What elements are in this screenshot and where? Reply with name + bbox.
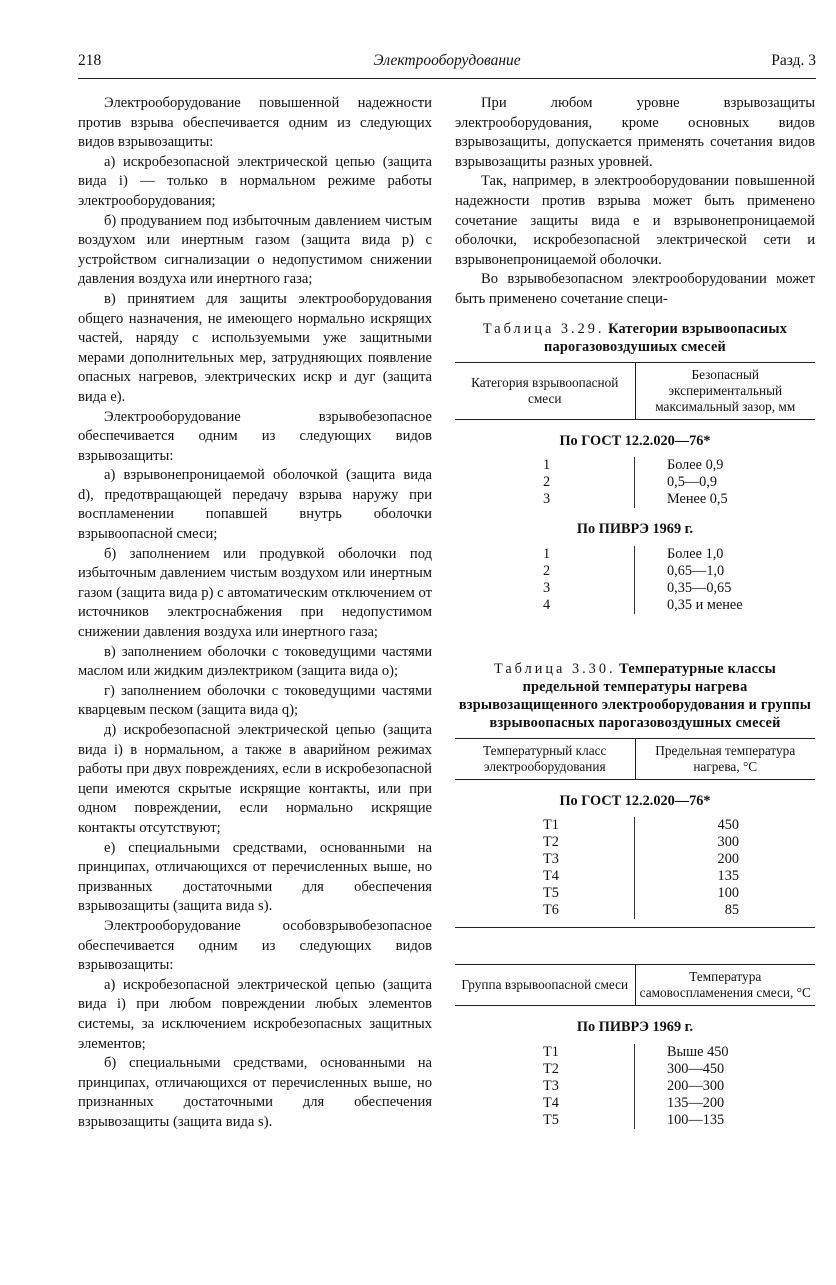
paragraph: е) специальными средствами, основанными на принципах, отличающихся от перечисленных выше, но призванных достаточными для обеспечения взрывозащиты (защита вида s). <box>78 839 432 915</box>
paragraph: в) заполнением оболочки с токоведущими частями маслом или жидким диэлектриком (защита вида о); <box>78 643 432 680</box>
cell: 4 <box>455 597 635 614</box>
column-header: Температурный класс электрооборудования <box>455 738 635 779</box>
group-heading: По ГОСТ 12.2.020—76* <box>559 792 711 809</box>
cell: 3 <box>455 491 635 508</box>
cell: 2 <box>455 474 635 491</box>
paragraph: б) специальными средствами, основанными на принципах, отличающихся от перечисленных выше, но признанных достаточными для обеспечения взрывозащиты (защита вида s). <box>78 1055 432 1130</box>
cell: 100 <box>717 885 739 902</box>
cell: 2 <box>455 563 635 580</box>
table-title: Категории взрывоопасиых парогазовоздушиых смесей <box>544 320 788 355</box>
cell: T6 <box>455 902 635 919</box>
cell: Выше 450 <box>667 1043 729 1060</box>
paragraph: а) искробезопасной электрической цепью (защита вида i) при любом повреждении любых элементов системы, за исключением искробезопасных защитных элементов; <box>78 976 432 1052</box>
table-title: Температурные классы предельной температуры нагрева взрывозащищенного электрооборудования и группы взрывоопасных парогазовоздушных смесей <box>458 660 812 731</box>
table-label: Таблица 3.29. <box>482 320 605 337</box>
running-title: Электрооборудование <box>373 52 521 69</box>
cell: 1 <box>455 457 635 474</box>
paragraph: Электрооборудование повышенной надежности против взрыва обеспечивается одним из следующих видов взрывозащиты: <box>78 95 432 151</box>
right-column <box>455 94 815 1129</box>
cell: T4 <box>455 1095 635 1112</box>
table-329-group-2 <box>455 546 815 614</box>
section-label: Разд. 3 <box>771 52 816 69</box>
paragraph: Так, например, в электрооборудовании повышенной надежности против взрыва может быть применено сочетание защиты вида е и взрывонепроницаемой оболочки, искробезопасной электрической сети и взрывонепроницаемой оболочки. <box>455 173 815 268</box>
cell: 85 <box>724 902 739 919</box>
group-heading: По ПИВРЭ 1969 г. <box>576 1019 694 1036</box>
cell: T5 <box>455 1112 635 1129</box>
table-329-caption <box>455 320 815 356</box>
page-number: 218 <box>78 52 102 69</box>
cell: 135 <box>717 868 739 885</box>
table-329-group-1 <box>455 457 815 508</box>
column-header: Безопасный экспериментальный максимальный зазор, мм <box>635 362 815 419</box>
cell: T2 <box>455 834 635 851</box>
paragraph: Электрооборудование взрывобезопасное обеспечивается одним из следующих видов взрывозащиты: <box>78 408 432 464</box>
group-heading: По ПИВРЭ 1969 г. <box>576 521 694 538</box>
table-330-group-1 <box>455 817 815 919</box>
table-329-header <box>455 362 815 420</box>
cell: 300 <box>717 834 739 851</box>
table-label: Таблица 3.30. <box>493 660 616 677</box>
cell: T1 <box>455 817 635 834</box>
cell: 0,5—0,9 <box>667 474 718 491</box>
cell: T2 <box>455 1061 635 1078</box>
cell: T1 <box>455 1044 635 1061</box>
column-header: Температура самовоспламенения смеси, °С <box>635 965 815 1006</box>
cell: Менее 0,5 <box>667 491 728 508</box>
column-header: Категория взрывоопасной смеси <box>455 362 635 419</box>
cell: Более 0,9 <box>667 457 724 474</box>
paragraph: б) заполнением или продувкой оболочки под избыточным давлением чистым воздухом или инертным газом (защита вида р) с автоматическим отключением от источников электроснабжения при недопустимом снижении давления воздуха или инертного газа; <box>78 545 432 641</box>
cell: 0,35 и менее <box>667 596 743 613</box>
column-header: Группа взрывоопасной смеси <box>455 965 635 1006</box>
paragraph: Электрооборудование особовзрывобезопасное обеспечивается одним из следующих видов взрывозащиты: <box>78 917 432 974</box>
cell: Более 1,0 <box>667 545 724 562</box>
paragraph: б) продуванием под избыточным давлением чистым воздухом или инертным газом (защита вида р) с устройством сигнализации о недопустимом снижении давления воздуха или инертного газа; <box>78 212 432 288</box>
table-330-header <box>455 738 815 780</box>
running-header <box>78 52 816 79</box>
paragraph: д) искробезопасной электрической цепью (защита вида i) в нормальном, а также в аварийном режимах работы при двух повреждениях, если в искробезопасной цепи имеются скрытые искрящие контакты, или при одном повреждении, если нормально искрящие контакты отсутствуют; <box>78 722 432 836</box>
table-330-caption <box>455 660 815 732</box>
column-header: Предельная температура нагрева, °С <box>635 738 815 779</box>
paragraph: При любом уровне взрывозащиты электрооборудования, кроме основных видов взрывозащиты, допускается применять сочетания видов взрывозащиты разных уровней. <box>455 95 815 170</box>
paragraph: а) взрывонепроницаемой оболочкой (защита вида d), предотвращающей передачу взрыва наружу при воспламенении попавшей внутрь оболочки взрывоопасной смеси; <box>78 467 432 543</box>
table-330-group-2 <box>455 1044 815 1129</box>
cell: 200 <box>717 851 739 868</box>
paragraph: а) искробезопасной электрической цепью (защита вида i) — только в нормальном режиме работы электрооборудования; <box>78 153 432 209</box>
cell: T4 <box>455 868 635 885</box>
cell: 135—200 <box>667 1094 725 1111</box>
cell: 100—135 <box>667 1111 725 1128</box>
group-heading: По ГОСТ 12.2.020—76* <box>559 432 711 449</box>
paragraph: в) принятием для защиты электрооборудования общего назначения, не имеющего нормально искрящих частей, наряду с используемыми уже защитными мерами дополнительных мер, затрудняющих появление опасных нагревов, электрических искр и дуг (защита вида е). <box>78 290 432 405</box>
cell: 0,65—1,0 <box>667 562 725 579</box>
cell: 450 <box>717 817 739 834</box>
table-330-header-2 <box>455 964 815 1006</box>
cell: T5 <box>455 885 635 902</box>
cell: 200—300 <box>667 1077 725 1094</box>
cell: 0,35—0,65 <box>667 579 732 596</box>
cell: 1 <box>455 546 635 563</box>
paragraph: Во взрывобезопасном электрооборудовании может быть применено сочетание специ- <box>455 271 815 307</box>
table-rule <box>455 919 815 928</box>
cell: T3 <box>455 1078 635 1095</box>
left-column <box>78 94 432 1132</box>
cell: 300—450 <box>667 1060 725 1077</box>
cell: 3 <box>455 580 635 597</box>
cell: T3 <box>455 851 635 868</box>
paragraph: г) заполнением оболочки с токоведущими частями кварцевым песком (защита вида q); <box>78 682 432 719</box>
